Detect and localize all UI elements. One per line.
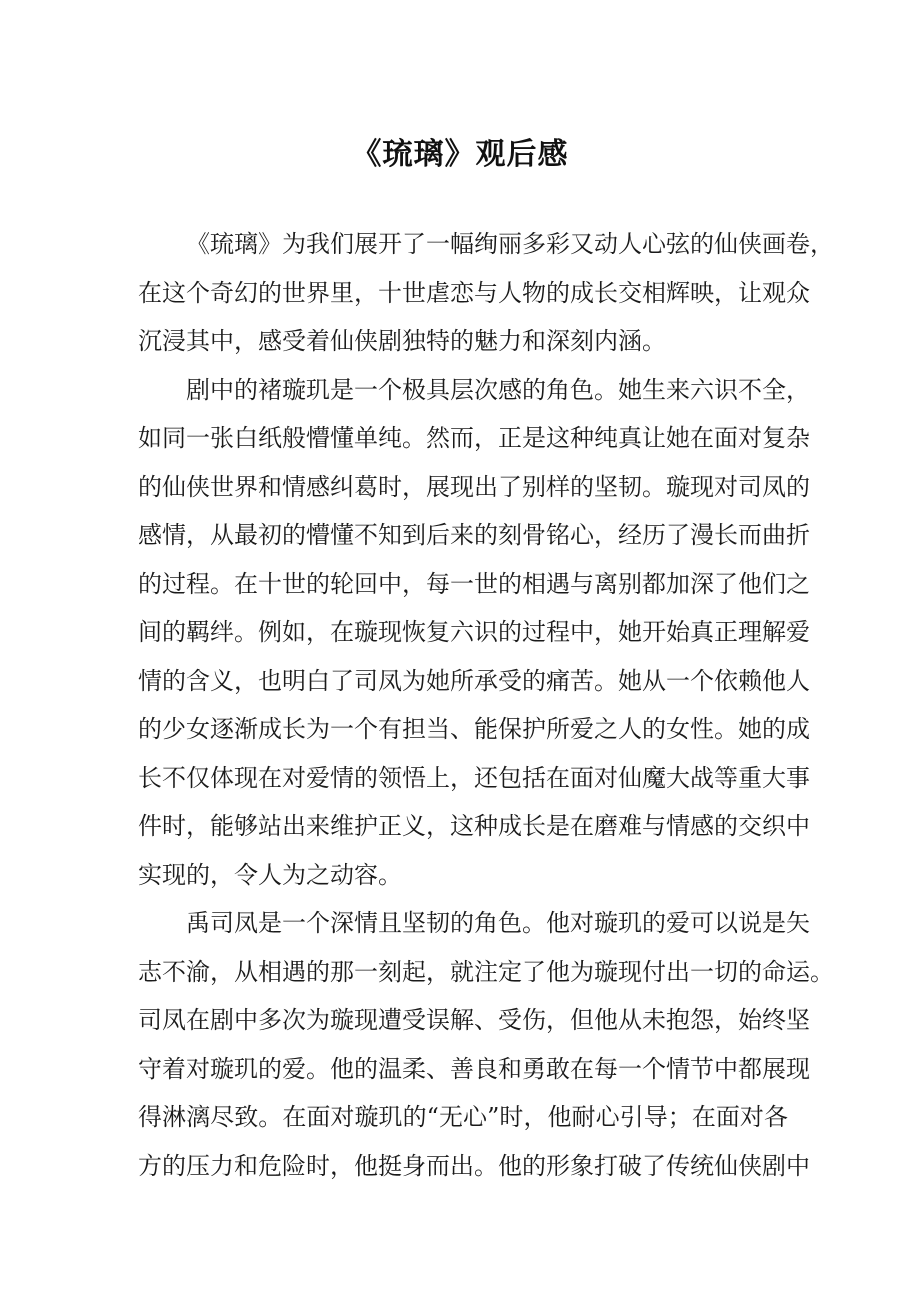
text-line: 的少女逐渐成长为一个有担当、能保护所爱之人的女性。她的成 — [138, 715, 810, 743]
text-line: 在这个奇幻的世界里，十世虐恋与人物的成长交相辉映，让观众 — [138, 278, 810, 307]
text-line: 实现的，令人为之动容。 — [138, 860, 402, 889]
text-line: 方的压力和危险时，他挺身而出。他的形象打破了传统仙侠剧中 — [138, 1151, 810, 1180]
paragraph-1 — [138, 220, 834, 366]
text-line: 间的羁绊。例如，在璇现恢复六识的过程中，她开始真正理解爱 — [138, 618, 810, 646]
text-line: 禹司凤是一个深情且坚韧的角色。他对璇玑的爱可以说是矢 — [186, 909, 810, 937]
paragraph-3 — [138, 899, 834, 1190]
text-line: 守着对璇玑的爱。他的温柔、善良和勇敢在每一个情节中都展现 — [138, 1054, 810, 1083]
text-line: 志不渝，从相遇的那一刻起，就注定了他为璇现付出一切的命运。 — [138, 957, 834, 986]
text-line: 得淋漓尽致。在面对璇玑的“无心”时，他耐心引导；在面对各 — [138, 1103, 788, 1131]
text-line: 情的含义，也明白了司凤为她所承受的痛苦。她从一个依赖他人 — [138, 666, 810, 695]
text-line: 司凤在剧中多次为璇现遭受误解、受伤，但他从未抱怨，始终坚 — [138, 1006, 810, 1034]
text-line: 《琉璃》为我们展开了一幅绚丽多彩又动人心弦的仙侠画卷， — [186, 230, 834, 258]
text-line: 如同一张白纸般懵懂单纯。然而，正是这种纯真让她在面对复杂 — [138, 424, 810, 452]
text-line: 长不仅体现在对爱情的领悟上，还包括在面对仙魔大战等重大事 — [138, 763, 810, 792]
text-line: 感情，从最初的懵懂不知到后来的刻骨铭心，经历了漫长而曲折 — [138, 521, 810, 549]
text-line: 剧中的褚璇玑是一个极具层次感的角色。她生来六识不全， — [186, 375, 810, 404]
text-line: 件时，能够站出来维护正义，这种成长是在磨难与情感的交织中 — [138, 812, 810, 840]
article-body — [138, 220, 834, 1190]
text-line: 的过程。在十世的轮回中，每一世的相遇与离别都加深了他们之 — [138, 569, 810, 598]
text-line: 沉浸其中，感受着仙侠剧独特的魅力和深刻内涵。 — [138, 327, 666, 355]
paragraph-2 — [138, 366, 810, 900]
page-title: 《琉璃》观后感 — [351, 137, 569, 172]
text-line: 的仙侠世界和情感纠葛时，展现出了别样的坚韧。璇现对司凤的 — [138, 472, 810, 501]
